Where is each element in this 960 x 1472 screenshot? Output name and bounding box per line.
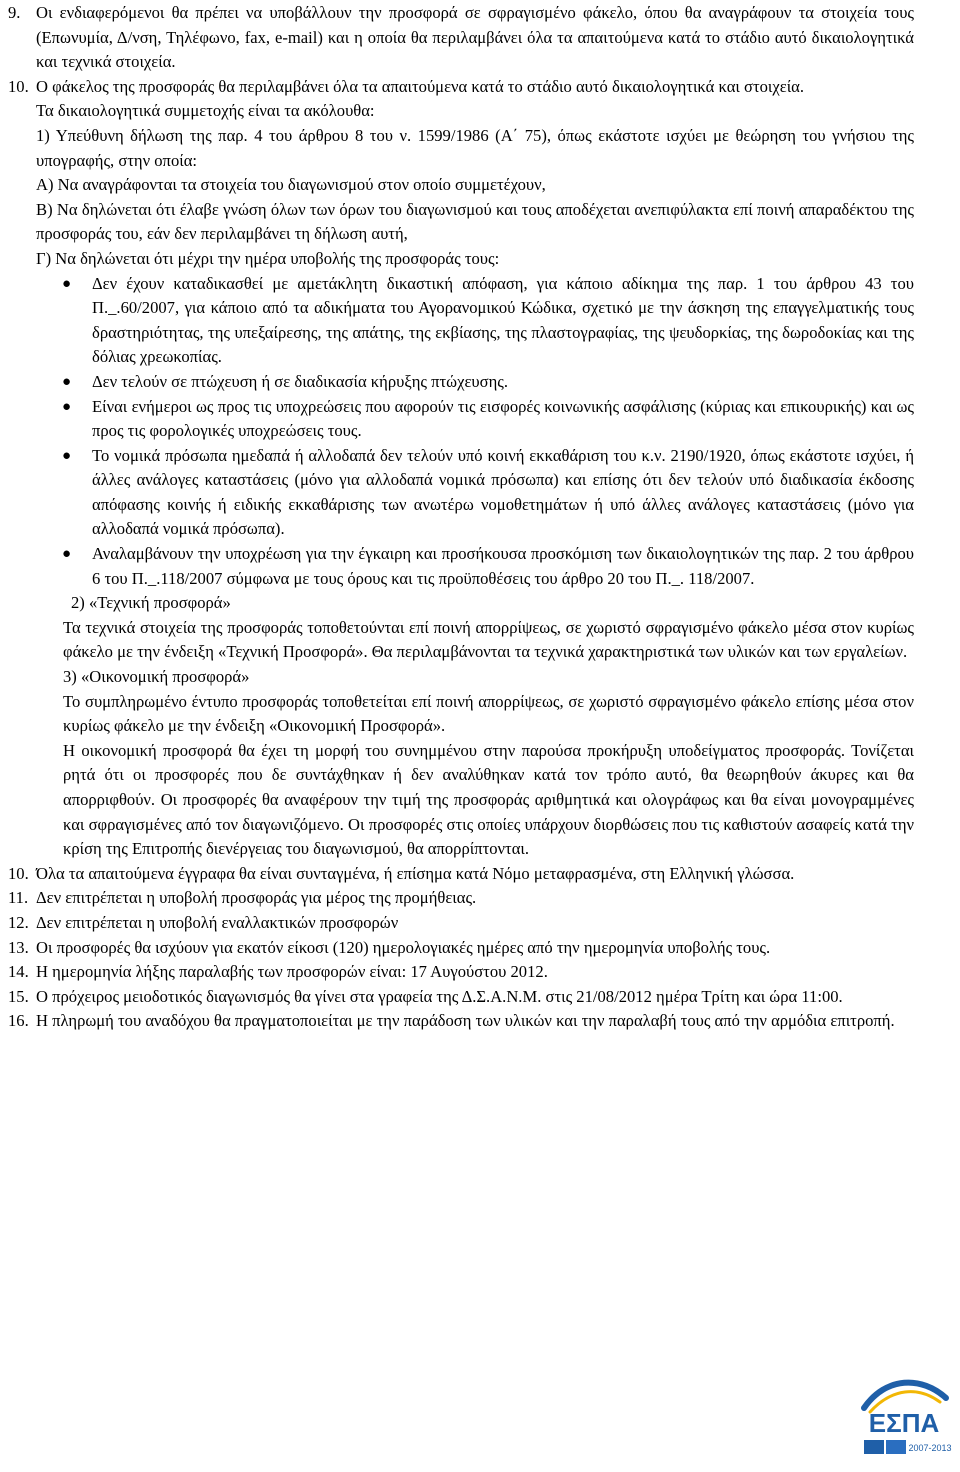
bullet-dot-icon: ● <box>62 275 72 292</box>
bullet-item <box>0 395 914 444</box>
declaration-point-g: Γ) Να δηλώνεται ότι μέχρι την ημέρα υποβολής της προσφοράς τους: <box>36 248 500 268</box>
clause-9 <box>0 1 914 75</box>
bullet-item <box>0 542 914 591</box>
clause-text: Η πληρωμή του αναδόχου θα πραγματοποιείται με την παράδοση των υλικών και την παραλαβή τους από την αρμόδια επιτροπή. <box>36 1011 895 1031</box>
financial-offer-title: 3) «Οικονομική προσφορά» <box>63 667 250 687</box>
clause-14 <box>0 960 914 985</box>
clause-number: 10. <box>8 76 29 96</box>
technical-offer-text: Τα τεχνικά στοιχεία της προσφοράς τοποθετούνται επί ποινή απορρίψεως, σε χωριστό σφραγισμένο φάκελο μέσα στον κυρίως φάκελο με την ένδειξη «Τεχνική Προσφορά». Θα περιλαμβάνονται τα τεχνικά χαρακτηριστικά των υλικών και των εργαλείων. <box>63 617 914 662</box>
bullet-text: Δεν έχουν καταδικασθεί με αμετάκλητη δικαστική απόφαση, για κάποιο αδίκημα της παρ. 1 του άρθρου 43 του Π._.60/2007, για κάποιο από τα αδικήματα του Αγορανομικού Κώδικα, σχετικό με την άσκηση της επαγγελματικής τους δραστηριότητας, της υπεξαίρεσης, της απάτης, της εκβίασης, της πλαστογραφίας, της ψευδορκίας, της δωροδοκίας και της δόλιας χρεωκοπίας. <box>92 273 914 367</box>
espa-logo-icon <box>856 1368 952 1464</box>
bullet-text: Είναι ενήμεροι ως προς τις υποχρεώσεις που αφορούν τις εισφορές κοινωνικής ασφάλισης (κύριας και επικουρικής) και ως προς τις φορολογικές υποχρεώσεις τους. <box>92 396 914 441</box>
clause-number: 10. <box>8 863 29 883</box>
bullet-text: Αναλαμβάνουν την υποχρέωση για την έγκαιρη και προσήκουσα προσκόμιση των δικαιολογητικών της παρ. 2 του άρθρου 6 του Π._.118/2007 σύμφωνα με τους όρους και τις προϋποθέσεις του άρθρο 20 του Π._. 118/2007. <box>92 544 914 588</box>
bullet-dot-icon: ● <box>62 373 72 390</box>
clause-15 <box>0 985 914 1010</box>
flag-eu-icon <box>864 1440 884 1454</box>
bullet-dot-icon: ● <box>62 447 72 464</box>
declaration-point-a: Α) Να αναγράφονται τα στοιχεία του διαγωνισμού στον οποίο συμμετέχουν, <box>36 175 546 195</box>
clause-10-b <box>0 862 914 887</box>
solemn-declaration: 1) Υπεύθυνη δήλωση της παρ. 4 του άρθρου 8 του ν. 1599/1986 (Α΄ 75), όπως εκάστοτε ισχύει με θεώρηση του γνήσιου της υπογραφής, στην οποία: <box>36 125 914 170</box>
clause-number: 14. <box>8 962 29 982</box>
clause-text: Ο πρόχειρος μειοδοτικός διαγωνισμός θα γίνει στα γραφεία της Δ.Σ.Α.Ν.Μ. στις 21/08/2012 ημέρα Τρίτη και ώρα 11:00. <box>36 986 843 1006</box>
clause-16 <box>0 1009 914 1034</box>
financial-offer-text-1: Το συμπληρωμένο έντυπο προσφοράς τοποθετείται επί ποινή απορρίψεως, σε χωριστό σφραγισμένο φάκελο επίσης μέσα στον κυρίως φάκελο με την ένδειξη «Οικονομική Προσφορά». <box>63 691 914 736</box>
clause-number: 16. <box>8 1011 29 1031</box>
bullet-text: Δεν τελούν σε πτώχευση ή σε διαδικασία κήρυξης πτώχευσης. <box>92 371 508 391</box>
clause-number: 12. <box>8 912 29 932</box>
bullet-dot-icon: ● <box>62 546 72 563</box>
clause-text: Δεν επιτρέπεται η υποβολή προσφοράς για μέρος της προμήθειας. <box>36 888 477 908</box>
clause-text: Όλα τα απαιτούμενα έγγραφα θα είναι συνταγμένα, ή επίσημα κατά Νόμο μεταφρασμένα, στη Ελληνική γλώσσα. <box>36 863 795 883</box>
clause-number: 9. <box>8 3 21 22</box>
technical-offer-title: 2) «Τεχνική προσφορά» <box>71 593 231 613</box>
clause-text: Οι προσφορές θα ισχύουν για εκατόν είκοσι (120) ημερολογιακές ημέρες από την ημερομηνία υποβολής τους. <box>36 937 771 957</box>
documents-intro: Τα δικαιολογητικά συμμετοχής είναι τα ακόλουθα: <box>36 101 375 121</box>
clause-11 <box>0 886 914 911</box>
clause-number: 15. <box>8 986 29 1006</box>
bullet-dot-icon: ● <box>62 398 72 415</box>
clause-10-a <box>0 75 914 100</box>
logo-text: ΕΣΠΑ <box>868 1408 940 1438</box>
declaration-point-b: Β) Να δηλώνεται ότι έλαβε γνώση όλων των όρων του διαγωνισμού και τους αποδέχεται ανεπιφύλακτα επί ποινή απαραδέκτου της προσφοράς του, εάν δεν περιλαμβάνει τη δήλωση αυτή, <box>36 199 914 244</box>
clause-text: Ο φάκελος της προσφοράς θα περιλαμβάνει όλα τα απαιτούμενα κατά το στάδιο αυτό δικαιολογητικά και στοιχεία. <box>36 76 805 96</box>
clause-text: Δεν επιτρέπεται η υποβολή εναλλακτικών προσφορών <box>36 912 399 932</box>
clause-number: 11. <box>8 888 29 908</box>
clause-13 <box>0 936 914 961</box>
bullet-item <box>0 272 914 370</box>
financial-offer-text-2: Η οικονομική προσφορά θα έχει τη μορφή του συνημμένου στην παρούσα προκήρυξη υποδείγματος προσφοράς. Τονίζεται ρητά ότι οι προσφορές που δε συντάχθηκαν ή δεν αναλύθηκαν κατά τον τρόπο αυτό, θα θεωρηθούν άκυρες και θα απορριφθούν. Οι προσφορές θα αναφέρουν την τιμή της προσφοράς αριθμητικά και ολογράφως και θα είναι μονογραμμένες και σφραγισμένες από τον διαγωνιζόμενο. Οι προσφορές στις οποίες υπάρχουν διορθώσεις που τις καθιστούν ασαφείς κατά την κρίση της Επιτροπής διενέργειας του διαγωνισμού, θα απορρίπτονται. <box>63 740 914 859</box>
clause-12 <box>0 911 914 936</box>
flag-greece-icon <box>886 1440 906 1454</box>
clause-number: 13. <box>8 937 29 957</box>
clause-text: Η ημερομηνία λήξης παραλαβής των προσφορών είναι: 17 Αυγούστου 2012. <box>36 962 548 982</box>
logo-years: 2007-2013 <box>908 1443 952 1453</box>
bullet-text: Το νομικά πρόσωπα ημεδαπά ή αλλοδαπά δεν τελούν υπό κοινή εκκαθάριση του κ.ν. 2190/1920, όπως εκάστοτε ισχύει, ή άλλες ανάλογες καταστάσεις (μόνο για αλλοδαπά νομικά πρόσωπα) και επίσης ότι δεν τελούν υπό διαδικασία έκδοσης απόφασης κοινής ή ειδικής εκκαθάρισης των ανωτέρω νομοθετημάτων ή υπό άλλες ανάλογες καταστάσεις (μόνο για αλλοδαπά νομικά πρόσωπα). <box>92 445 914 539</box>
bullet-item <box>0 370 914 395</box>
bullet-item <box>0 444 914 542</box>
clause-text: Οι ενδιαφερόμενοι θα πρέπει να υποβάλλουν την προσφορά σε σφραγισμένο φάκελο, όπου θα αναγράφουν τα στοιχεία τους (Επωνυμία, Δ/νση, Τηλέφωνο, fax, e-mail) και η οποία θα περιλαμβάνει όλα τα απαιτούμενα κατά το στάδιο αυτό δικαιολογητικά και τεχνικά στοιχεία. <box>36 3 914 72</box>
